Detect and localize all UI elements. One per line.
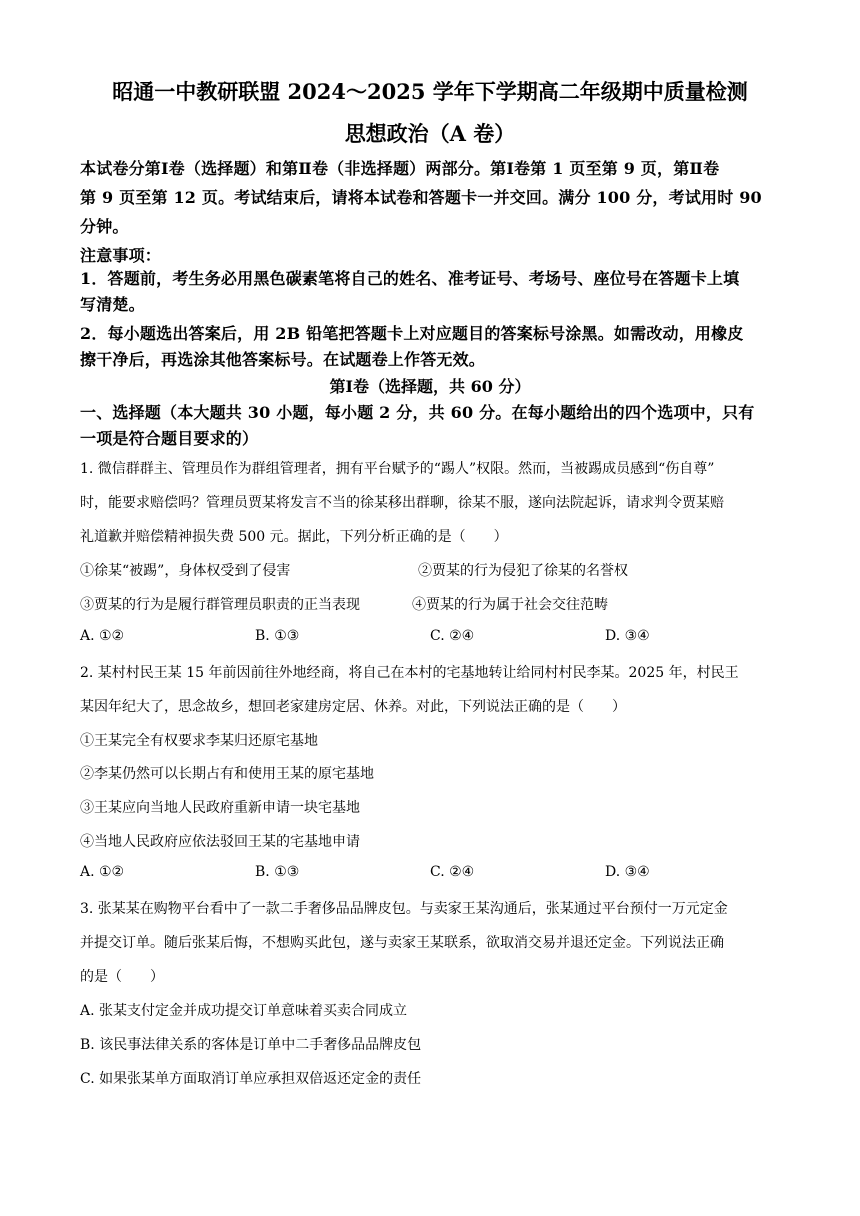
question-1-option-b: B. ①③	[255, 628, 300, 644]
exam-subject: 思想政治（A 卷）	[344, 121, 516, 146]
question-2-statement-4: ④当地人民政府应依法驳回王某的宅基地申请	[80, 834, 360, 850]
question-2-option-a: A. ①②	[80, 864, 125, 880]
notice-heading: 注意事项：	[80, 246, 162, 265]
question-2-option-d: D. ③④	[605, 864, 650, 880]
question-1-statement-1: ①徐某“被踢”，身体权受到了侵害	[80, 563, 291, 579]
question-2-statement-1: ①王某完全有权要求李某归还原宅基地	[80, 733, 318, 749]
question-3-option-c: C. 如果张某单方面取消订单应承担双倍返还定金的责任	[80, 1071, 422, 1087]
question-3-line-3: 的是（ ）	[80, 969, 164, 985]
question-2-line-2: 某因年纪大了，思念故乡，想回老家建房定居、休养。对此，下列说法正确的是（ ）	[80, 699, 626, 715]
notice-2-line-2: 擦干净后，再选涂其他答案标号。在试题卷上作答无效。	[80, 350, 486, 369]
part-1-heading: 第Ⅰ卷（选择题，共 60 分）	[329, 377, 531, 396]
question-1-line-2: 时，能要求赔偿吗？管理员贾某将发言不当的徐某移出群聊，徐某不服，遂向法院起诉，请求判令贾某赔	[80, 495, 724, 511]
notice-1-line-2: 写清楚。	[80, 295, 145, 314]
question-2-statement-2: ②李某仍然可以长期占有和使用王某的原宅基地	[80, 766, 374, 782]
question-2-line-1: 2. 某村村民王某 15 年前因前往外地经商，将自己在本村的宅基地转让给同村村民李某。2025 年，村民王	[80, 665, 739, 681]
question-1-option-a: A. ①②	[80, 628, 125, 644]
exam-title: 昭通一中教研联盟 2024～2025 学年下学期高二年级期中质量检测	[112, 79, 748, 104]
question-1-statement-3: ③贾某的行为是履行群管理员职责的正当表现	[80, 597, 360, 613]
question-3-option-b: B. 该民事法律关系的客体是订单中二手奢侈品品牌皮包	[80, 1037, 422, 1053]
intro-line-1: 本试卷分第Ⅰ卷（选择题）和第Ⅱ卷（非选择题）两部分。第Ⅰ卷第 1 页至第 9 页，第Ⅱ卷	[80, 159, 720, 178]
question-3-option-a: A. 张某支付定金并成功提交订单意味着买卖合同成立	[80, 1003, 408, 1019]
question-2-statement-3: ③王某应向当地人民政府重新申请一块宅基地	[80, 800, 360, 816]
question-1-option-d: D. ③④	[605, 628, 650, 644]
intro-line-3: 分钟。	[80, 217, 129, 236]
question-3-line-2: 并提交订单。随后张某后悔，不想购买此包，遂与卖家王某联系，欲取消交易并退还定金。下列说法正确	[80, 935, 724, 951]
question-2-option-c: C. ②④	[430, 864, 475, 880]
notice-1-line-1: 1．答题前，考生务必用黑色碳素笔将自己的姓名、准考证号、考场号、座位号在答题卡上填	[80, 269, 740, 288]
section-1-line-2: 一项是符合题目要求的）	[80, 429, 259, 448]
notice-2-line-1: 2．每小题选出答案后，用 2B 铅笔把答题卡上对应题目的答案标号涂黑。如需改动，用橡皮	[80, 324, 744, 343]
question-1-line-1: 1. 微信群群主、管理员作为群组管理者，拥有平台赋予的“踢人”权限。然而，当被踢成员感到“伤自尊”	[80, 461, 715, 477]
section-1-line-1: 一、选择题（本大题共 30 小题，每小题 2 分，共 60 分。在每小题给出的四个选项中，只有	[80, 403, 755, 422]
question-1-statement-4: ④贾某的行为属于社会交往范畴	[412, 597, 608, 613]
question-3-line-1: 3. 张某某在购物平台看中了一款二手奢侈品品牌皮包。与卖家王某沟通后，张某通过平台预付一万元定金	[80, 901, 728, 917]
question-1-statement-2: ②贾某的行为侵犯了徐某的名誉权	[418, 563, 628, 579]
question-2-option-b: B. ①③	[255, 864, 300, 880]
intro-line-2: 第 9 页至第 12 页。考试结束后，请将本试卷和答题卡一并交回。满分 100 分，考试用时 90	[80, 188, 762, 207]
question-1-option-c: C. ②④	[430, 628, 475, 644]
question-1-line-3: 礼道歉并赔偿精神损失费 500 元。据此，下列分析正确的是（ ）	[80, 529, 508, 545]
